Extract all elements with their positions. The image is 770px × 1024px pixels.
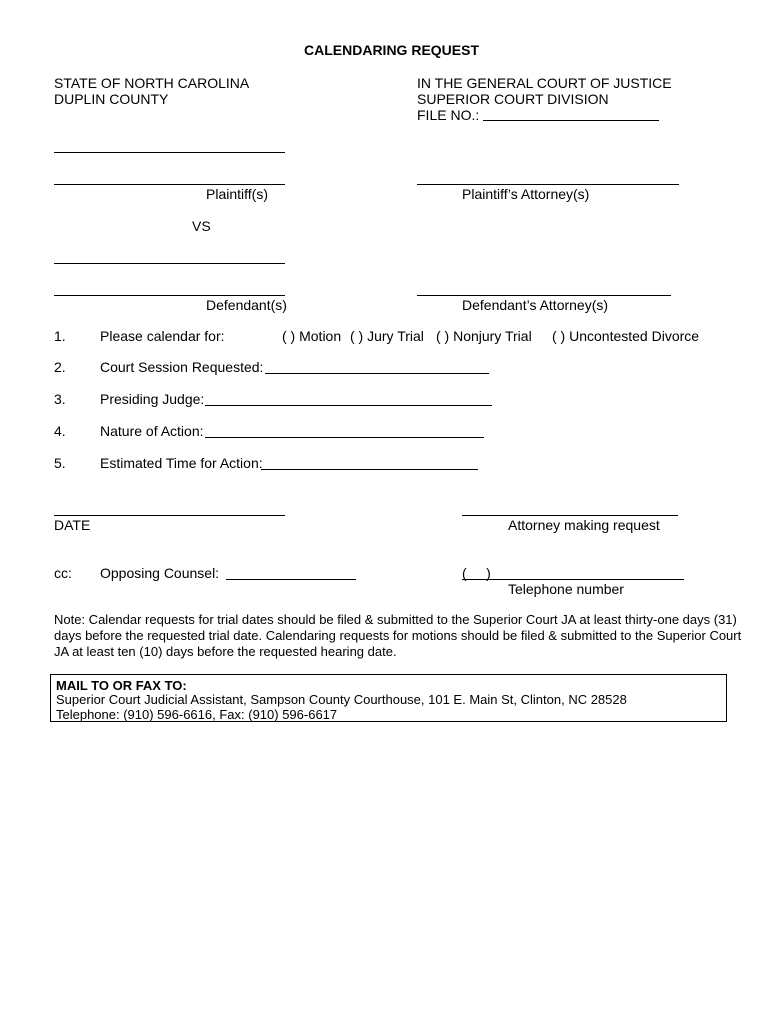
phone-area-code: ( ) <box>462 565 491 581</box>
item-number: 4. <box>54 423 66 439</box>
note-line-1: Note: Calendar requests for trial dates should be filed & submitted to the Superior Court JA at least thirty-one days (31) <box>54 612 737 627</box>
file-no-label: FILE NO.: <box>417 107 480 123</box>
note-line-2: days before the requested trial date. Calendaring requests for motions should be filed & submitted to the Superior Court <box>54 628 742 643</box>
court-session-field[interactable] <box>265 373 489 374</box>
county-label: DUPLIN COUNTY <box>54 91 169 107</box>
item-number: 2. <box>54 359 66 375</box>
attorney-signature-field[interactable] <box>462 515 678 516</box>
option-jury-trial[interactable]: ( ) Jury Trial <box>350 328 424 344</box>
plaintiff-attorney-label: Plaintiff’s Attorney(s) <box>462 186 590 202</box>
attorney-label: Attorney making request <box>508 517 660 533</box>
option-nonjury-trial[interactable]: ( ) Nonjury Trial <box>436 328 532 344</box>
opposing-counsel-label: Opposing Counsel: <box>100 565 220 581</box>
calendar-for-label: Please calendar for: <box>100 328 225 344</box>
defendant-name-line-1[interactable] <box>54 263 285 264</box>
mail-address: Superior Court Judicial Assistant, Sampson County Courthouse, 101 E. Main St, Clinton, NC 28528 <box>56 692 627 707</box>
page-title: CALENDARING REQUEST <box>304 42 480 58</box>
state-label: STATE OF NORTH CAROLINA <box>54 75 250 91</box>
date-label: DATE <box>54 517 91 533</box>
plaintiff-attorney-line[interactable] <box>417 184 679 185</box>
court-session-label: Court Session Requested: <box>100 359 264 375</box>
telephone-field[interactable] <box>462 579 684 580</box>
file-no-field[interactable] <box>483 120 659 121</box>
option-motion[interactable]: ( ) Motion <box>282 328 342 344</box>
item-number: 3. <box>54 391 66 407</box>
presiding-judge-label: Presiding Judge: <box>100 391 205 407</box>
nature-of-action-label: Nature of Action: <box>100 423 204 439</box>
versus-label: VS <box>192 218 211 234</box>
date-field[interactable] <box>54 515 285 516</box>
item-number: 1. <box>54 328 66 344</box>
division-label: SUPERIOR COURT DIVISION <box>417 91 609 107</box>
defendant-attorney-line[interactable] <box>417 295 671 296</box>
defendant-name-line-2[interactable] <box>54 295 285 296</box>
defendants-label: Defendant(s) <box>206 297 287 313</box>
plaintiff-name-line-1[interactable] <box>54 152 285 153</box>
mail-heading: MAIL TO OR FAX TO: <box>56 678 187 693</box>
defendant-attorney-label: Defendant’s Attorney(s) <box>462 297 609 313</box>
mail-contact: Telephone: (910) 596-6616, Fax: (910) 596-6617 <box>56 707 338 722</box>
item-number: 5. <box>54 455 66 471</box>
option-uncontested-divorce[interactable]: ( ) Uncontested Divorce <box>552 328 700 344</box>
note-line-3: JA at least ten (10) days before the requested hearing date. <box>54 644 397 659</box>
estimated-time-label: Estimated Time for Action: <box>100 455 263 471</box>
plaintiffs-label: Plaintiff(s) <box>206 186 268 202</box>
mail-to-box <box>50 674 727 722</box>
presiding-judge-field[interactable] <box>205 405 492 406</box>
cc-label: cc: <box>54 565 72 581</box>
plaintiff-name-line-2[interactable] <box>54 184 285 185</box>
court-label: IN THE GENERAL COURT OF JUSTICE <box>417 75 672 91</box>
telephone-label: Telephone number <box>508 581 624 597</box>
nature-of-action-field[interactable] <box>205 437 484 438</box>
estimated-time-field[interactable] <box>261 469 478 470</box>
opposing-counsel-field[interactable] <box>226 579 356 580</box>
